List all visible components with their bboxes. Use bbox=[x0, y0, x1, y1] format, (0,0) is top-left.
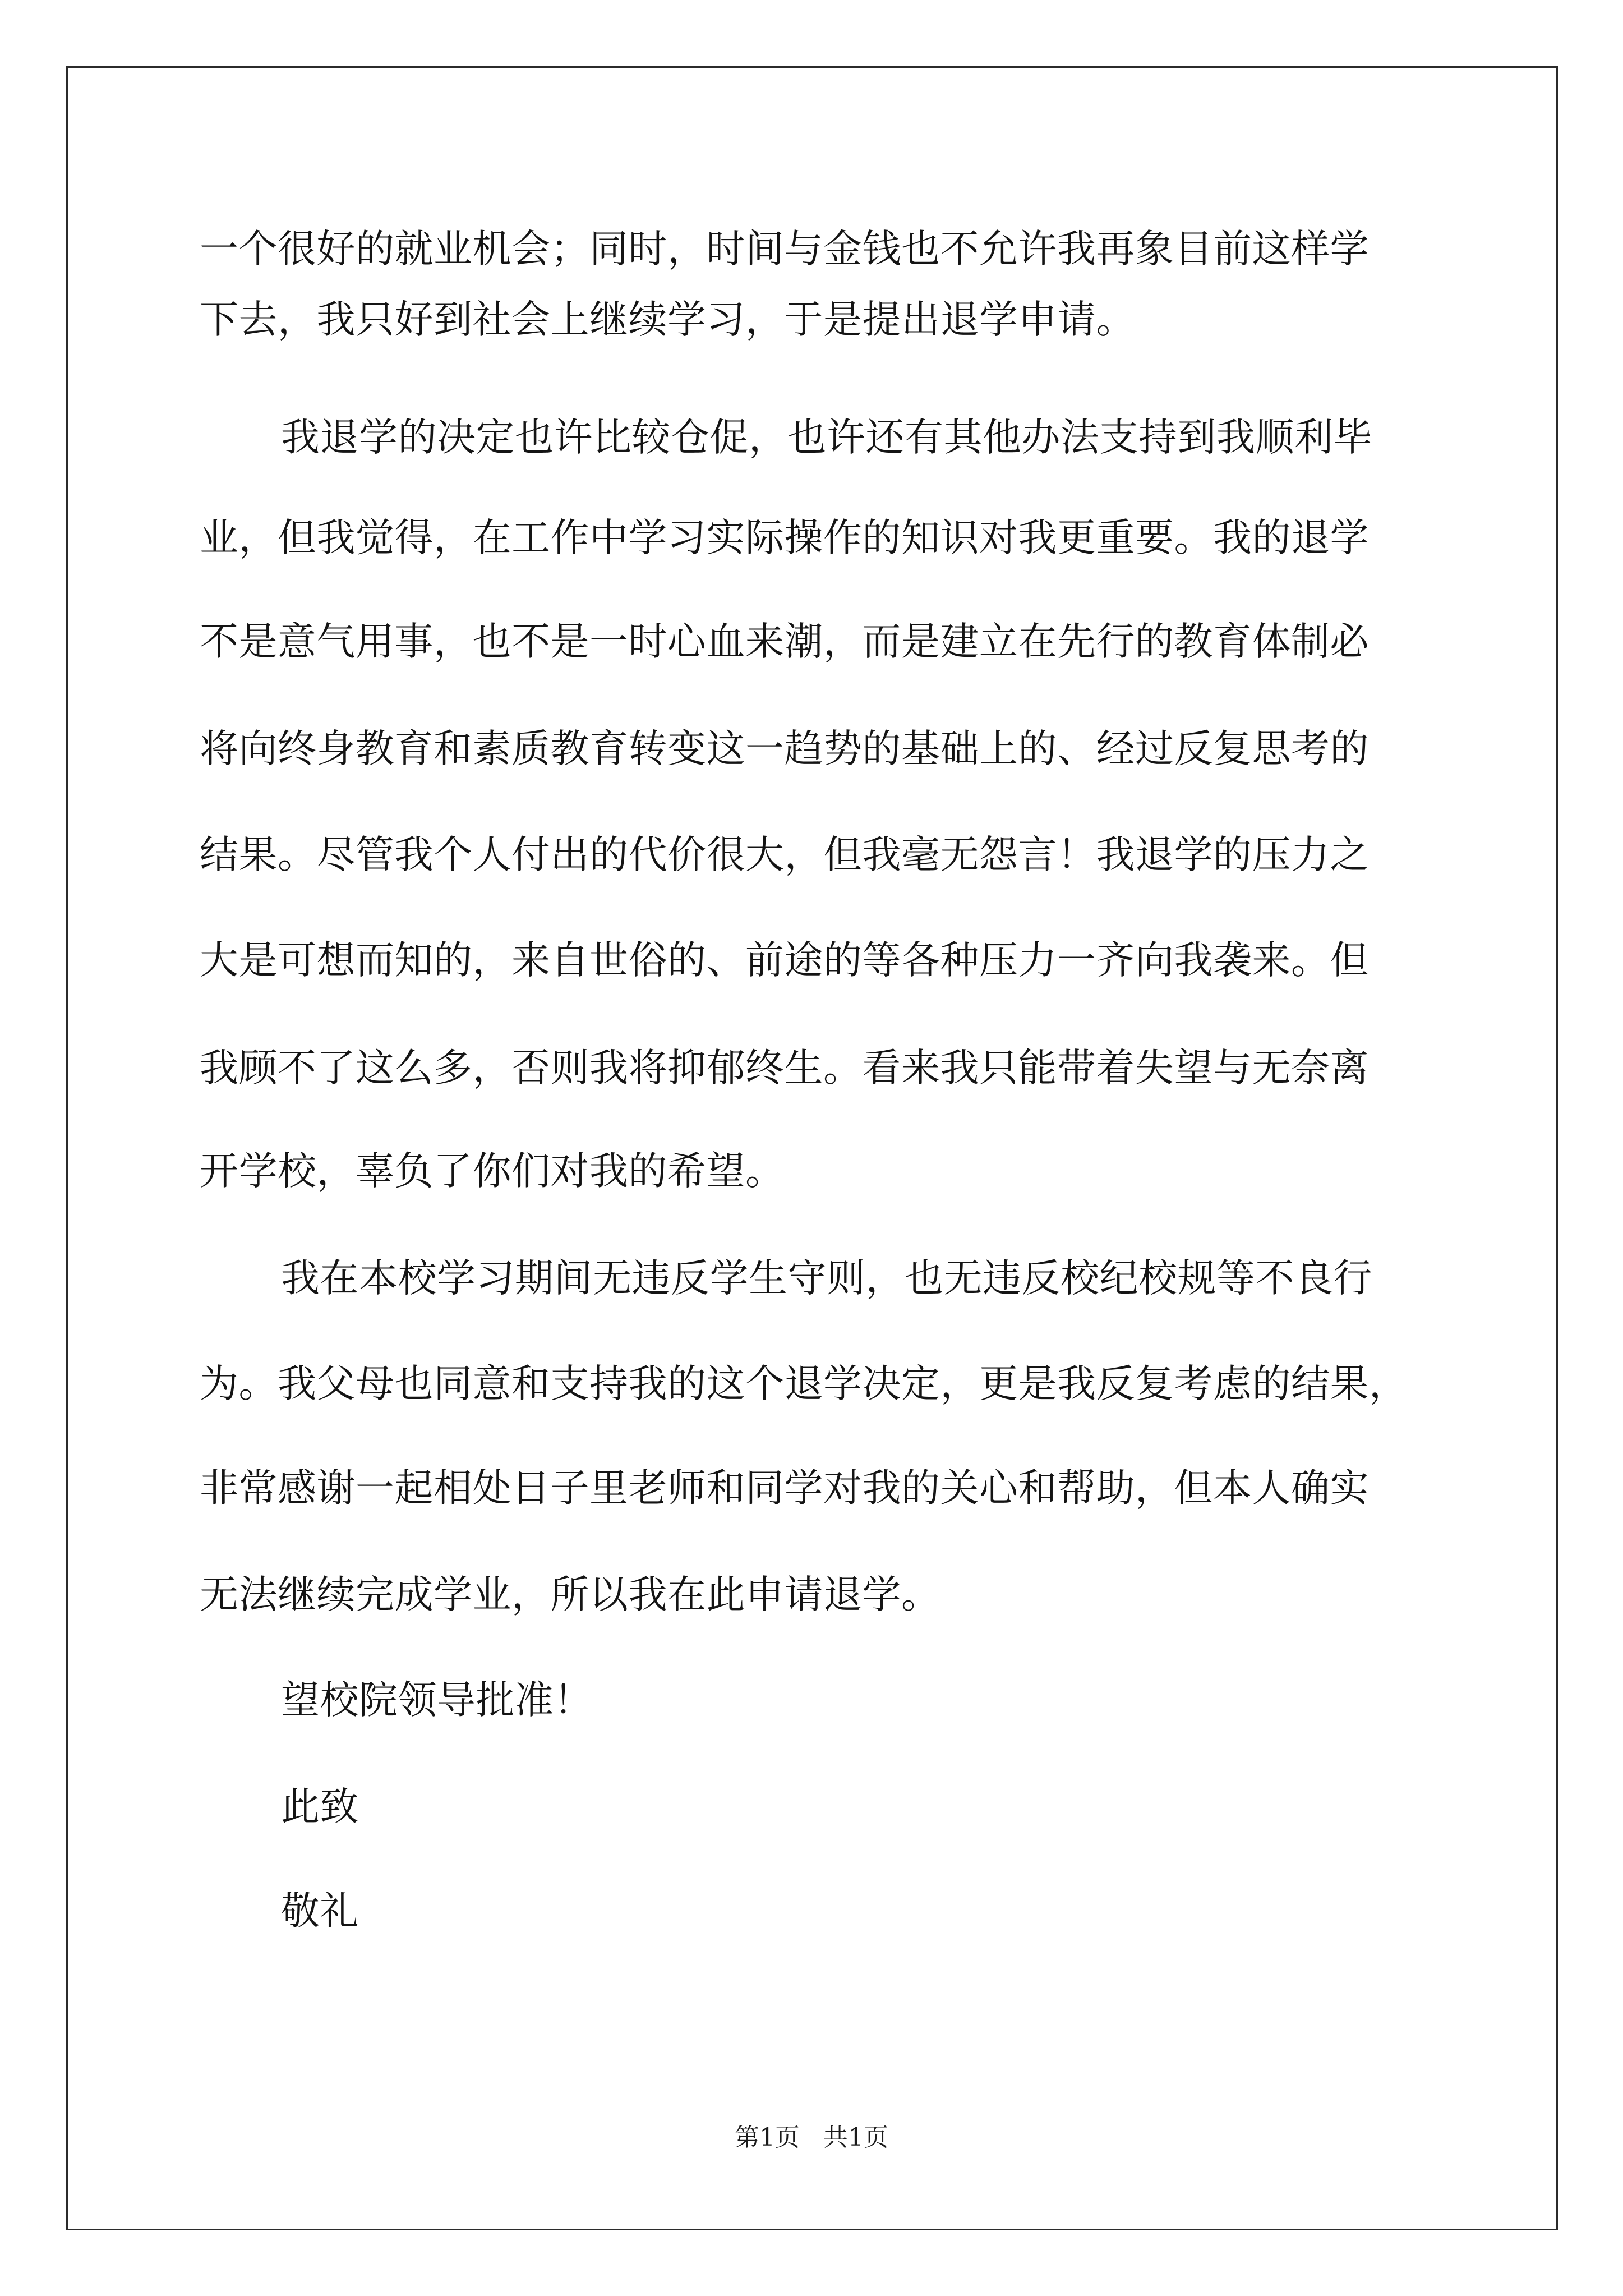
body-line: 大是可想而知的，来自世俗的、前途的等各种压力一齐向我袭来。但 bbox=[200, 938, 1369, 983]
salutation-line: 敬礼 bbox=[281, 1889, 359, 1934]
body-line: 无法继续完成学业，所以我在此申请退学。 bbox=[200, 1572, 940, 1617]
body-line: 我顾不了这么多，否则我将抑郁终生。看来我只能带着失望与无奈离 bbox=[200, 1046, 1369, 1091]
body-line: 不是意气用事，也不是一时心血来潮，而是建立在先行的教育体制必 bbox=[200, 619, 1369, 664]
body-line: 将向终身教育和素质教育转变这一趋势的基础上的、经过反复思考的 bbox=[200, 726, 1369, 771]
request-line: 望校院领导批准！ bbox=[281, 1678, 593, 1723]
body-line: 业，但我觉得，在工作中学习实际操作的知识对我更重要。我的退学 bbox=[200, 516, 1369, 560]
page-footer: 第1页 共1页 bbox=[735, 2123, 888, 2152]
body-line: 一个很好的就业机会；同时，时间与金钱也不允许我再象目前这样学 bbox=[200, 227, 1369, 272]
body-line: 结果。尽管我个人付出的代价很大，但我毫无怨言！我退学的压力之 bbox=[200, 832, 1369, 877]
body-line: 开学校，辜负了你们对我的希望。 bbox=[200, 1149, 785, 1194]
closing-line: 此致 bbox=[281, 1784, 359, 1829]
paragraph-start-line: 我退学的决定也许比较仓促，也许还有其他办法支持到我顺利毕 bbox=[281, 415, 1372, 460]
paragraph-start-line: 我在本校学习期间无违反学生守则，也无违反校纪校规等不良行 bbox=[281, 1256, 1372, 1301]
body-line: 下去，我只好到社会上继续学习，于是提出退学申请。 bbox=[200, 297, 1135, 342]
body-line: 非常感谢一起相处日子里老师和同学对我的关心和帮助，但本人确实 bbox=[200, 1466, 1369, 1511]
body-line: 为。我父母也同意和支持我的这个退学决定，更是我反复考虑的结果， bbox=[200, 1361, 1408, 1406]
